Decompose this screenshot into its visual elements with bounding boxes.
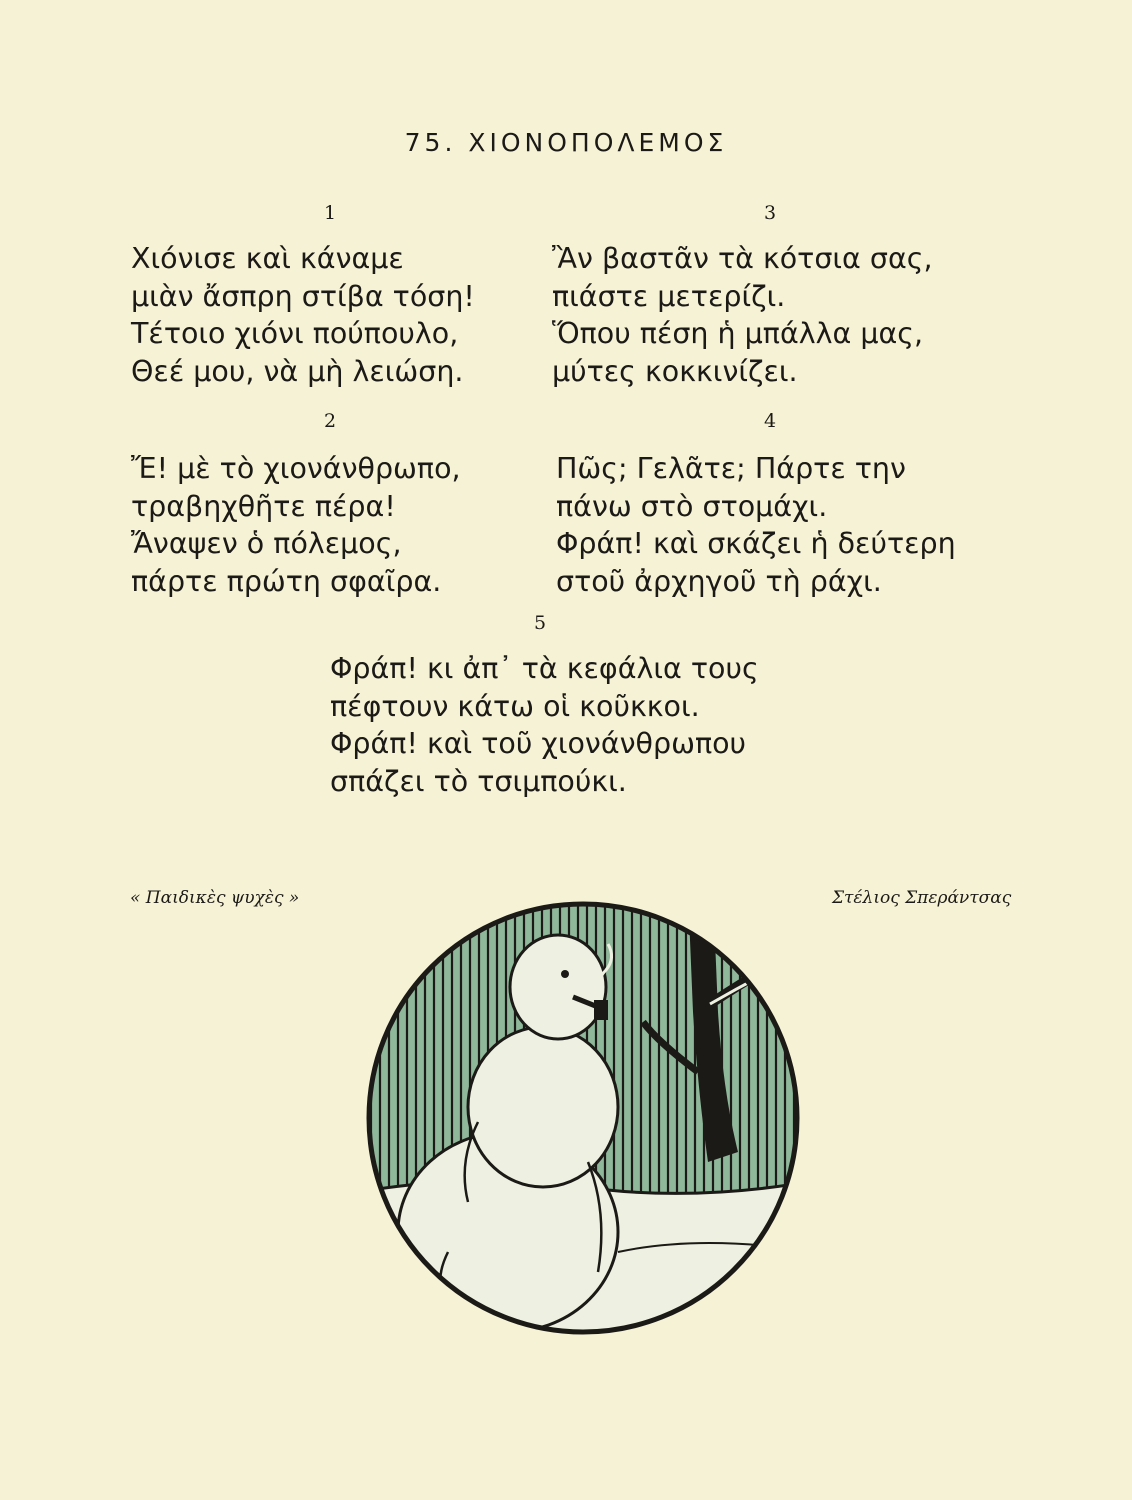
verse-line: Χιόνισε καὶ κάναμε <box>131 242 404 275</box>
verse-line: σπάζει τὸ τσιμπούκι. <box>330 764 627 798</box>
snowman-illustration <box>358 892 808 1344</box>
verse-line: πέφτουν κάτω οἱ κοῦκκοι. <box>330 689 700 723</box>
verse-line: Ὅπου πέση ἡ μπάλλα μας, <box>552 317 924 350</box>
stanza-5 <box>330 650 759 800</box>
verse-line: Φράπ! καὶ τοῦ χιονάνθρωπου <box>330 727 747 760</box>
stanza-number: 5 <box>534 612 547 634</box>
page-title: 75. ΧΙΟΝΟΠΟΛΕΜΟΣ <box>404 128 728 157</box>
verse-line: Ἄναψεν ὁ πόλεμος, <box>131 527 402 560</box>
verse-line: μιὰν ἄσπρη στίβα τόση! <box>131 279 475 313</box>
verse-line: τραβηχθῆτε πέρα! <box>131 489 396 523</box>
verse-line: στοῦ ἀρχηγοῦ τὴ ράχι. <box>556 564 882 598</box>
verse-line: Ἂν βαστᾶν τὰ κότσια σας, <box>552 242 933 275</box>
verse-line: Ἔ! μὲ τὸ χιονάνθρωπο, <box>131 452 461 485</box>
verse-line: Φράπ! καὶ σκάζει ἡ δεύτερη <box>556 527 956 560</box>
verse-line: Τέτοιο χιόνι πούπουλο, <box>131 317 459 350</box>
stanza-number: 4 <box>764 410 777 432</box>
stanza-4 <box>556 450 956 600</box>
author-credit: Στέλιος Σπεράντσας <box>832 888 1012 908</box>
verse-line: Θεέ μου, νὰ μὴ λειώση. <box>131 354 464 388</box>
verse-line: Πῶς; Γελᾶτε; Πάρτε την <box>556 452 906 485</box>
verse-line: μύτες κοκκινίζει. <box>552 354 798 388</box>
stanza-number: 3 <box>764 202 777 224</box>
verse-line: πάρτε πρώτη σφαῖρα. <box>131 564 442 598</box>
stanza-number: 1 <box>324 202 337 224</box>
source-credit: « Παιδικὲς ψυχὲς » <box>130 888 300 908</box>
stanza-1 <box>131 240 475 390</box>
stanza-2 <box>131 450 461 600</box>
verse-line: πάνω στὸ στομάχι. <box>556 489 828 523</box>
stanza-number: 2 <box>324 410 337 432</box>
stanza-3 <box>552 240 933 390</box>
verse-line: Φράπ! κι ἀπ᾽ τὰ κεφάλια τους <box>330 652 759 685</box>
verse-line: πιάστε μετερίζι. <box>552 279 786 313</box>
